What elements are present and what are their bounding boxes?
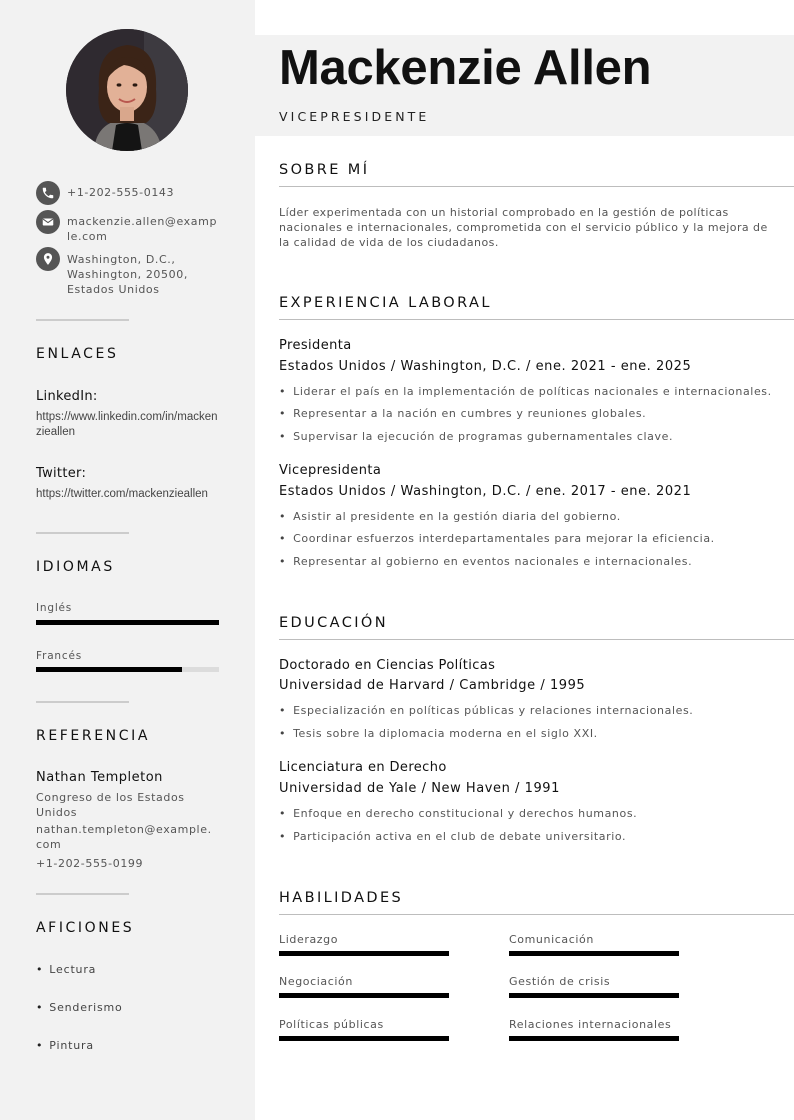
section-rule [279,639,794,640]
about-heading: SOBRE MÍ [279,162,370,178]
reference-name: Nathan Templeton [36,770,163,785]
degree-bullet: • Enfoque en derecho constitucional y derechos humanos. [279,807,637,820]
degree-title: Doctorado en Ciencias Políticas [279,658,496,673]
sidebar-divider [36,701,129,703]
job-bullet: • Supervisar la ejecución de programas gubernamentales clave. [279,430,673,443]
address-text: Washington, D.C., Washington, 20500, Estados Unidos [67,253,188,296]
person-name: Mackenzie Allen [279,41,652,95]
twitter-url[interactable]: https://twitter.com/mackenzieallen [36,488,208,500]
skill-level-fill [279,951,449,956]
job-bullet: • Coordinar esfuerzos interdepartamentales para mejorar la eficiencia. [279,532,715,545]
section-rule [279,186,794,187]
skill-name: Gestión de crisis [509,975,611,988]
contact-email [36,210,226,244]
map-pin-icon [36,247,60,271]
job-title: Vicepresidenta [279,463,382,478]
degree-bullet: • Tesis sobre la diplomacia moderna en el siglo XXI. [279,727,598,740]
hobby-item: • Lectura [36,963,96,976]
skill-name: Políticas públicas [279,1018,384,1031]
job-bullet: • Representar a la nación en cumbres y reuniones globales. [279,407,646,420]
education-heading: EDUCACIÓN [279,615,388,631]
language-level-bar [36,620,219,625]
skill-level-bar [279,1036,449,1041]
sidebar-divider [36,893,129,895]
hobby-item: • Pintura [36,1039,94,1052]
linkedin-label: LinkedIn: [36,389,98,404]
job-title: Presidenta [279,338,352,353]
skill-level-fill [509,1036,679,1041]
reference-phone: +1-202-555-0199 [36,857,144,870]
sidebar-divider [36,532,129,534]
job-meta: Estados Unidos / Washington, D.C. / ene. 2021 - ene. 2025 [279,359,692,374]
mail-icon [36,210,60,234]
hobbies-heading: AFICIONES [36,920,135,936]
twitter-label: Twitter: [36,466,87,481]
about-text: Líder experimentada con un historial comprobado en la gestión de políticas nacionales e internacionales, comprometida con el servicio público y la mejora de la calidad de vida de los ciudadanos. [279,206,768,249]
skill-level-fill [279,1036,449,1041]
degree-title: Licenciatura en Derecho [279,760,447,775]
skill-name: Comunicación [509,933,594,946]
language-name: Inglés [36,602,73,614]
job-role: VICEPRESIDENTE [279,109,430,124]
sidebar [0,0,255,1120]
reference-organization: Congreso de los Estados Unidos [36,791,185,819]
degree-meta: Universidad de Yale / New Haven / 1991 [279,781,560,796]
contact-phone [36,181,226,205]
section-rule [279,914,794,915]
skill-level-fill [509,993,679,998]
profile-photo [66,29,188,151]
skill-level-fill [509,951,679,956]
phone-number: +1-202-555-0143 [67,186,175,199]
reference-email[interactable]: nathan.templeton@example.com [36,823,212,851]
language-level-fill [36,620,219,625]
links-heading: ENLACES [36,346,119,362]
hobby-item: • Senderismo [36,1001,123,1014]
skills-heading: HABILIDADES [279,890,404,906]
skill-name: Negociación [279,975,353,988]
degree-bullet: • Participación activa en el club de debate universitario. [279,830,626,843]
job-bullet: • Asistir al presidente en la gestión diaria del gobierno. [279,510,621,523]
email-link[interactable]: mackenzie.allen@example.com [67,215,218,243]
skill-level-bar [279,993,449,998]
sidebar-divider [36,319,129,321]
skill-name: Relaciones internacionales [509,1018,672,1031]
job-bullet: • Representar al gobierno en eventos nacionales e internacionales. [279,555,692,568]
linkedin-url[interactable]: https://www.linkedin.com/in/mackenzieallen [36,411,218,438]
job-meta: Estados Unidos / Washington, D.C. / ene. 2017 - ene. 2021 [279,484,692,499]
experience-heading: EXPERIENCIA LABORAL [279,295,492,311]
reference-heading: REFERENCIA [36,728,150,744]
language-level-fill [36,667,182,672]
skill-level-bar [279,951,449,956]
skill-level-bar [509,951,679,956]
language-name: Francés [36,650,82,662]
skill-level-bar [509,1036,679,1041]
languages-heading: IDIOMAS [36,559,115,575]
skill-level-fill [279,993,449,998]
section-rule [279,319,794,320]
skill-name: Liderazgo [279,933,339,946]
job-bullet: • Liderar el país en la implementación de políticas nacionales e internacionales. [279,385,772,398]
skill-level-bar [509,993,679,998]
contact-address [36,247,226,297]
degree-meta: Universidad de Harvard / Cambridge / 1995 [279,678,586,693]
phone-icon [36,181,60,205]
language-level-bar [36,667,219,672]
degree-bullet: • Especialización en políticas públicas y relaciones internacionales. [279,704,693,717]
